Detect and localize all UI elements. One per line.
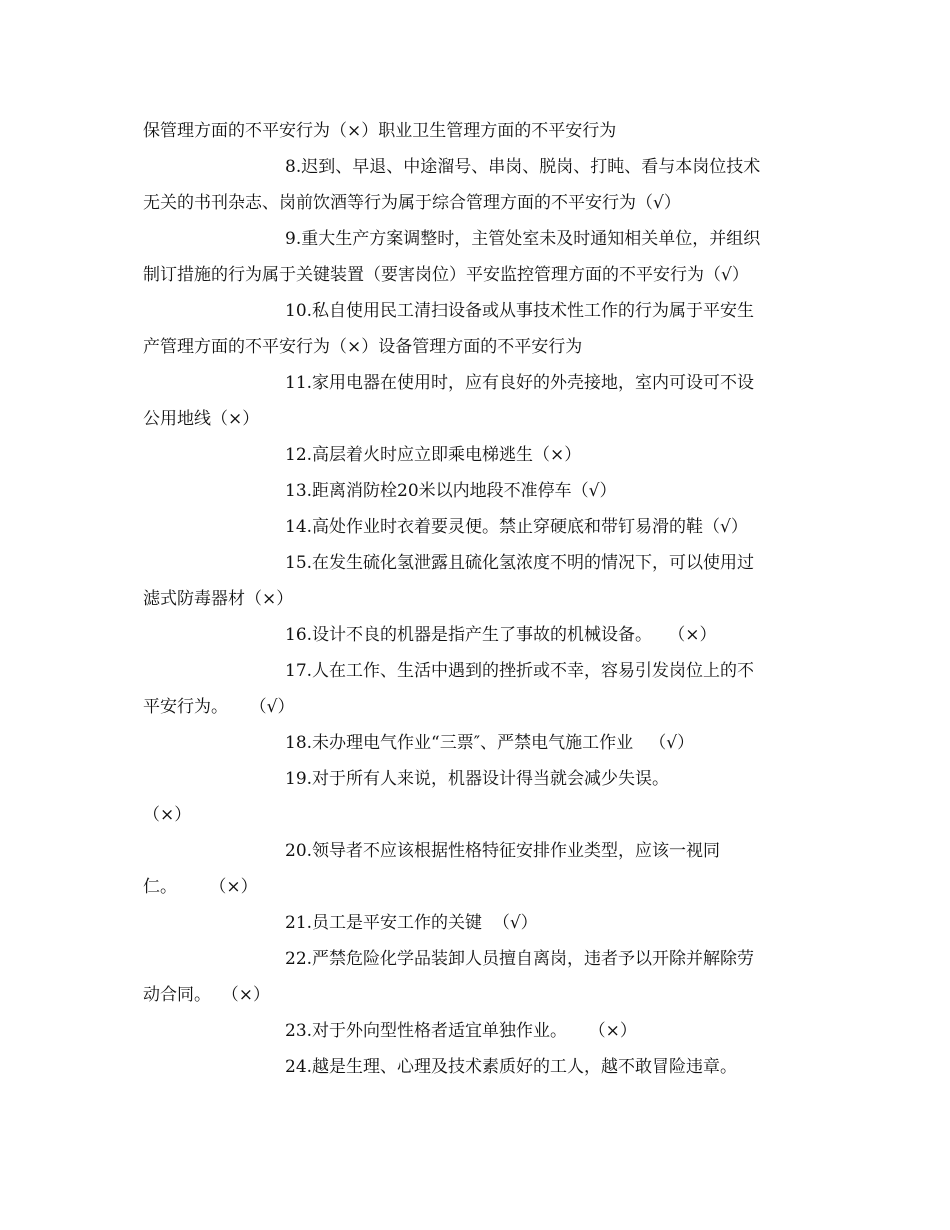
text-line: 19.对于所有人来说，机器设计得当就会减少失误。	[285, 769, 670, 789]
text-line: 无关的书刊杂志、岗前饮酒等行为属于综合管理方面的不平安行为（√）	[143, 193, 681, 213]
text-line: 仁。 （×）	[143, 877, 258, 897]
text-line: 制订措施的行为属于关键装置（要害岗位）平安监控管理方面的不平安行为（√）	[143, 265, 749, 285]
text-line: 滤式防毒器材（×）	[143, 589, 294, 609]
text-line: 公用地线（×）	[143, 409, 260, 429]
text-line: 平安行为。 （√）	[143, 697, 295, 717]
text-line: 8.迟到、早退、中途溜号、串岗、脱岗、打盹、看与本岗位技术	[285, 157, 761, 177]
text-line: 23.对于外向型性格者适宜单独作业。 （×）	[285, 1021, 637, 1041]
text-line: 产管理方面的不平安行为（×）设备管理方面的不平安行为	[143, 337, 583, 357]
text-line: 20.领导者不应该根据性格特征安排作业类型，应该一视同	[285, 841, 721, 861]
text-line: 14.高处作业时衣着要灵便。禁止穿硬底和带钉易滑的鞋（√）	[285, 517, 748, 537]
text-line: 13.距离消防栓20米以内地段不准停车（√）	[285, 481, 617, 501]
text-line: （×）	[143, 805, 192, 825]
text-line: 17.人在工作、生活中遇到的挫折或不幸，容易引发岗位上的不	[285, 661, 755, 681]
text-line: 16.设计不良的机器是指产生了事故的机械设备。 （×）	[285, 625, 717, 645]
text-line: 动合同。 （×）	[143, 985, 271, 1005]
text-line: 12.高层着火时应立即乘电梯逃生（×）	[285, 445, 582, 465]
text-line: 24.越是生理、心理及技术素质好的工人，越不敢冒险违章。	[285, 1057, 738, 1077]
text-line: 11.家用电器在使用时，应有良好的外壳接地，室内可设可不设	[285, 373, 755, 393]
text-line: 18.未办理电气作业“三票″、严禁电气施工作业 （√）	[285, 733, 695, 753]
text-line: 9.重大生产方案调整时，主管处室未及时通知相关单位，并组织	[285, 229, 761, 249]
text-line: 15.在发生硫化氢泄露且硫化氢浓度不明的情况下，可以使用过	[285, 553, 755, 573]
text-line: 10.私自使用民工清扫设备或从事技术性工作的行为属于平安生	[285, 301, 755, 321]
text-line: 22.严禁危险化学品装卸人员擅自离岗，违者予以开除并解除劳	[285, 949, 755, 969]
text-line: 21.员工是平安工作的关键 （√）	[285, 913, 538, 933]
text-line: 保管理方面的不平安行为（×）职业卫生管理方面的不平安行为	[143, 121, 617, 141]
